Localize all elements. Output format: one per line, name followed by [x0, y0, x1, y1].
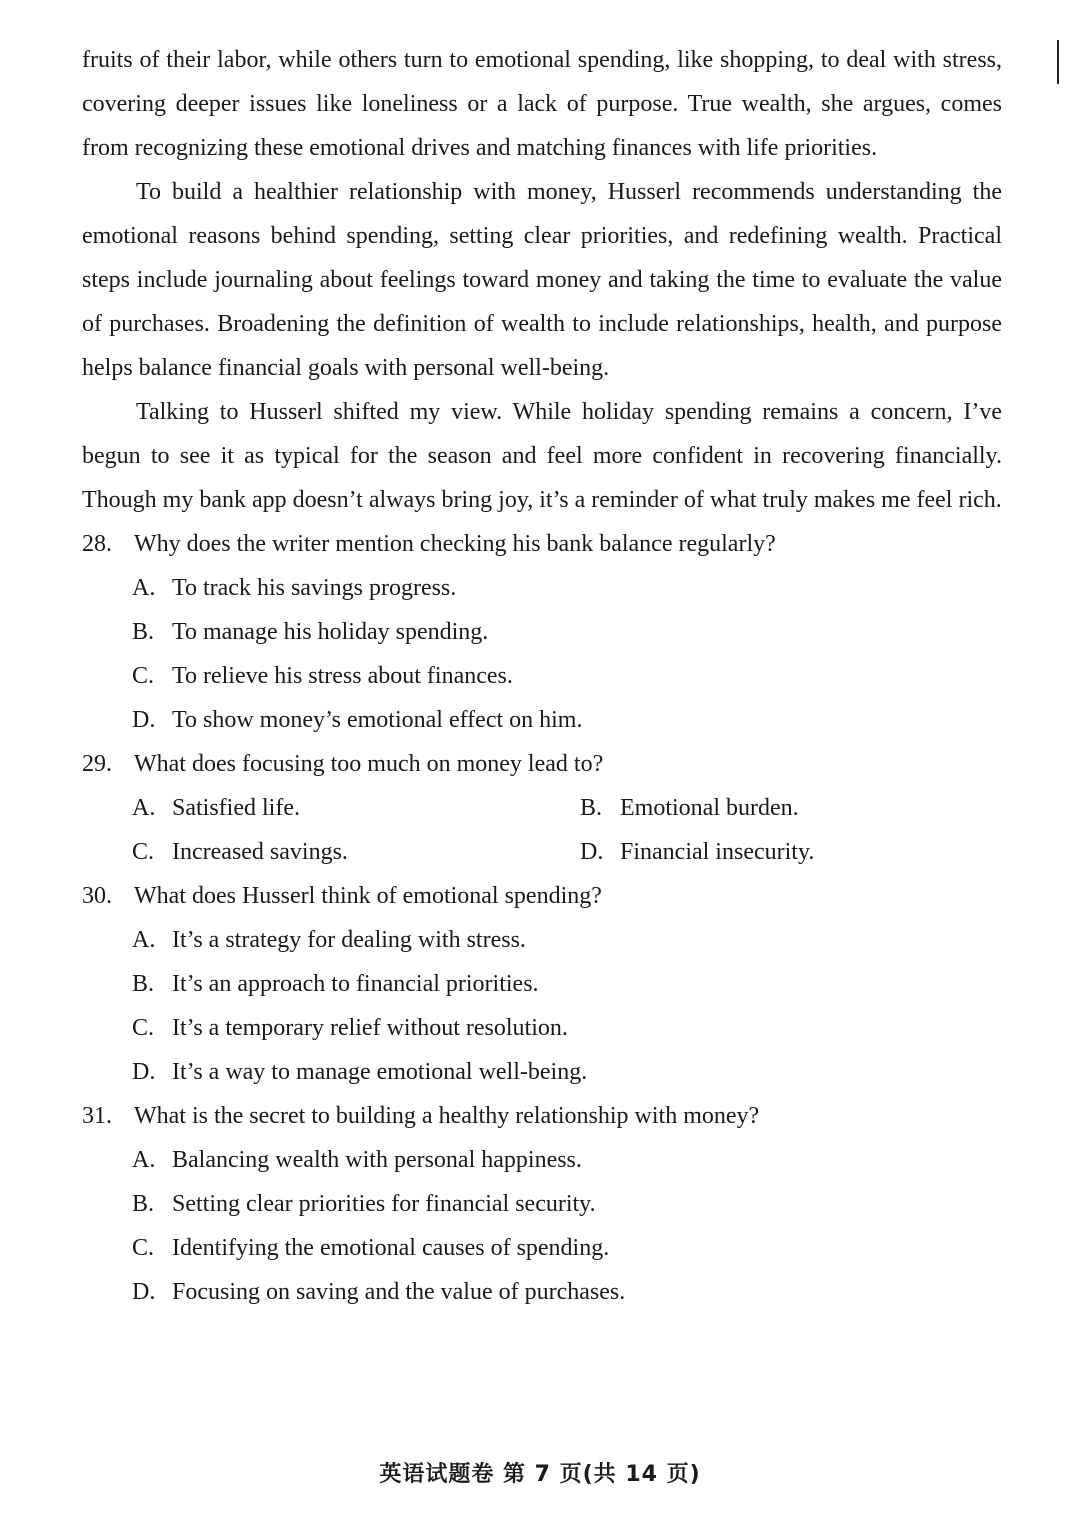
option-31-b: [132, 1182, 596, 1226]
question-text: What is the secret to building a healthy relationship with money?: [134, 1103, 760, 1129]
question-number: 28.: [82, 531, 112, 557]
question-29: [82, 742, 1002, 874]
option-29-c: [132, 830, 580, 874]
option-text: Financial insecurity.: [620, 839, 815, 865]
option-29-a: [132, 786, 580, 830]
option-letter: D.: [132, 1279, 156, 1305]
option-text: It’s an approach to financial priorities.: [172, 971, 539, 997]
passage-paragraph-2: To build a healthier relationship with money, Husserl recommends understanding the emotional reasons behind spending, setting clear priorities, and redefining wealth. Practical steps include journaling about feelings toward money and taking the time to evaluate the value of purchases. Broadening the definition of wealth to include relationships, health, and purpose helps balance financial goals with personal well-being.: [82, 179, 1002, 381]
option-letter: A.: [132, 927, 156, 953]
option-31-c: [132, 1226, 609, 1270]
option-text: Identifying the emotional causes of spending.: [172, 1235, 610, 1261]
option-letter: C.: [132, 663, 155, 689]
passage-paragraph-3: Talking to Husserl shifted my view. While holiday spending remains a concern, I’ve begun to see it as typical for the season and feel more confident in recovering financially. Though my bank app doesn’t always bring joy, it’s a reminder of what truly makes me feel rich.: [82, 399, 1002, 513]
option-letter: A.: [132, 1147, 156, 1173]
question-text: Why does the writer mention checking his bank balance regularly?: [134, 531, 776, 557]
option-text: To relieve his stress about finances.: [172, 663, 513, 689]
option-letter: B.: [132, 619, 155, 645]
option-30-c: [132, 1006, 568, 1050]
option-text: Emotional burden.: [620, 795, 799, 821]
question-number: 30.: [82, 883, 112, 909]
option-text: To manage his holiday spending.: [172, 619, 489, 645]
option-text: Setting clear priorities for financial security.: [172, 1191, 596, 1217]
option-text: To track his savings progress.: [172, 575, 457, 601]
option-31-d: [132, 1270, 625, 1314]
option-30-b: [132, 962, 539, 1006]
option-30-d: [132, 1050, 587, 1094]
question-stem: [82, 522, 1002, 566]
question-30: [82, 874, 1002, 1094]
option-text: Focusing on saving and the value of purchases.: [172, 1279, 626, 1305]
question-stem: [82, 1094, 1002, 1138]
margin-line: [1057, 40, 1059, 84]
option-letter: B.: [132, 1191, 155, 1217]
page-footer: 英语试题卷 第 7 页(共 14 页): [379, 1462, 701, 1487]
option-28-c: [132, 654, 513, 698]
option-text: It’s a way to manage emotional well-being.: [172, 1059, 588, 1085]
option-text: Satisfied life.: [172, 795, 300, 821]
option-letter: A.: [132, 795, 156, 821]
option-28-d: [132, 698, 582, 742]
option-letter: C.: [132, 839, 155, 865]
option-letter: B.: [580, 795, 603, 821]
question-number: 31.: [82, 1103, 112, 1129]
question-stem: [82, 742, 1002, 786]
option-letter: C.: [132, 1235, 155, 1261]
exam-page: [82, 38, 1002, 1314]
passage-paragraph-1: fruits of their labor, while others turn to emotional spending, like shopping, to deal with stress, covering deeper issues like loneliness or a lack of purpose. True wealth, she argues, comes from recognizing these emotional drives and matching finances with life priorities.: [82, 47, 1002, 161]
option-31-a: [132, 1138, 582, 1182]
option-29-b: [580, 786, 799, 830]
option-text: To show money’s emotional effect on him.: [172, 707, 583, 733]
option-letter: B.: [132, 971, 155, 997]
option-letter: C.: [132, 1015, 155, 1041]
question-31: [82, 1094, 1002, 1314]
question-text: What does focusing too much on money lead to?: [134, 751, 604, 777]
option-28-a: [132, 566, 456, 610]
option-text: It’s a temporary relief without resolution.: [172, 1015, 568, 1041]
option-29-d: [580, 830, 814, 874]
option-letter: D.: [132, 1059, 156, 1085]
question-stem: [82, 874, 1002, 918]
option-text: Increased savings.: [172, 839, 348, 865]
option-text: It’s a strategy for dealing with stress.: [172, 927, 526, 953]
option-28-b: [132, 610, 488, 654]
option-letter: D.: [132, 707, 156, 733]
option-30-a: [132, 918, 526, 962]
option-letter: A.: [132, 575, 156, 601]
question-text: What does Husserl think of emotional spending?: [134, 883, 602, 909]
question-number: 29.: [82, 751, 112, 777]
question-28: [82, 522, 1002, 742]
option-letter: D.: [580, 839, 604, 865]
option-text: Balancing wealth with personal happiness.: [172, 1147, 582, 1173]
